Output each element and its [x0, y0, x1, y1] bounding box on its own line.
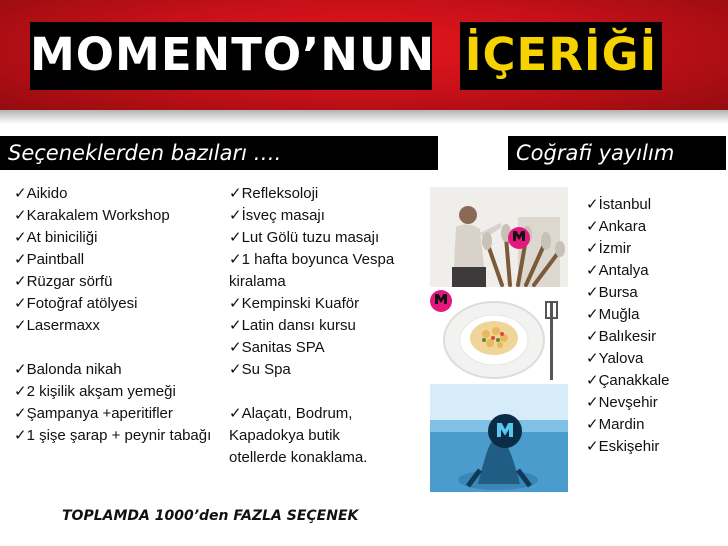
options-heading: Seçeneklerden bazıları ….: [0, 136, 438, 170]
city-list: [586, 194, 726, 458]
list-item: ✓Refleksoloji: [229, 185, 319, 202]
header-shadow: [0, 110, 728, 124]
page-title-right: İÇERİĞİ: [464, 28, 658, 81]
page-title-left: MOMENTO’NUN: [30, 28, 436, 81]
list-item: ✓İsveç masajı: [229, 207, 325, 224]
painter-brushes-icon: [430, 187, 568, 287]
list-item: ✓Bursa: [586, 284, 638, 301]
list-item: ✓Eskişehir: [586, 438, 660, 455]
list-item: ✓Latin dansı kursu: [229, 317, 356, 334]
list-item: ✓Rüzgar sörfü: [14, 273, 113, 290]
list-item: ✓Karakalem Workshop: [14, 207, 170, 224]
list-item: ✓Balonda nikah: [14, 361, 122, 378]
list-item: ✓At biniciliği: [14, 229, 98, 246]
list-item: ✓Antalya: [586, 262, 649, 279]
options-list-column-2: [229, 183, 429, 469]
list-item: ✓Kempinski Kuaför: [229, 295, 360, 312]
list-item: ✓Paintball: [14, 251, 85, 268]
pasta-photo: [430, 288, 568, 383]
list-item: ✓Şampanya +aperitifler: [14, 405, 173, 422]
momento-logo-icon: [488, 414, 522, 448]
options-list-column-1: [14, 183, 224, 447]
list-item: ✓Mardin: [586, 416, 645, 433]
list-item: ✓2 kişilik akşam yemeği: [14, 383, 176, 400]
list-item: ✓Ankara: [586, 218, 647, 235]
list-item: ✓Lasermaxx: [14, 317, 100, 334]
list-item: ✓Balıkesir: [586, 328, 657, 345]
painter-photo: [430, 187, 568, 287]
list-item: ✓Su Spa: [229, 361, 291, 378]
total-options-footer: TOPLAMDA 1000’den FAZLA SEÇENEK: [62, 508, 359, 524]
list-item: ✓Yalova: [586, 350, 644, 367]
momento-logo-icon: [508, 227, 530, 249]
momento-logo-icon: [430, 290, 452, 312]
title-box-left: [30, 22, 436, 90]
list-item: ✓Fotoğraf atölyesi: [14, 295, 138, 312]
list-item: ✓1 şişe şarap + peynir tabağı: [14, 427, 212, 444]
list-item: ✓Çanakkale: [586, 372, 670, 389]
list-spacer: [14, 337, 224, 359]
snorkel-photo: [430, 384, 568, 492]
list-item: ✓İzmir: [586, 240, 632, 257]
list-item: ✓Lut Gölü tuzu masajı: [229, 229, 380, 246]
list-item: ✓Aikido: [14, 185, 68, 202]
list-item: ✓Nevşehir: [586, 394, 658, 411]
list-item: ✓Sanitas SPA: [229, 339, 325, 356]
list-item: ✓1 hafta boyunca Vespa kiralama: [229, 251, 395, 290]
list-item: ✓İstanbul: [586, 196, 652, 213]
list-spacer: [229, 381, 429, 403]
geography-heading: Coğrafi yayılım: [508, 136, 726, 170]
list-item: ✓Alaçatı, Bodrum, Kapadokya butik otellerde konaklama.: [229, 405, 368, 466]
title-box-right: [460, 22, 662, 90]
list-item: ✓Muğla: [586, 306, 640, 323]
